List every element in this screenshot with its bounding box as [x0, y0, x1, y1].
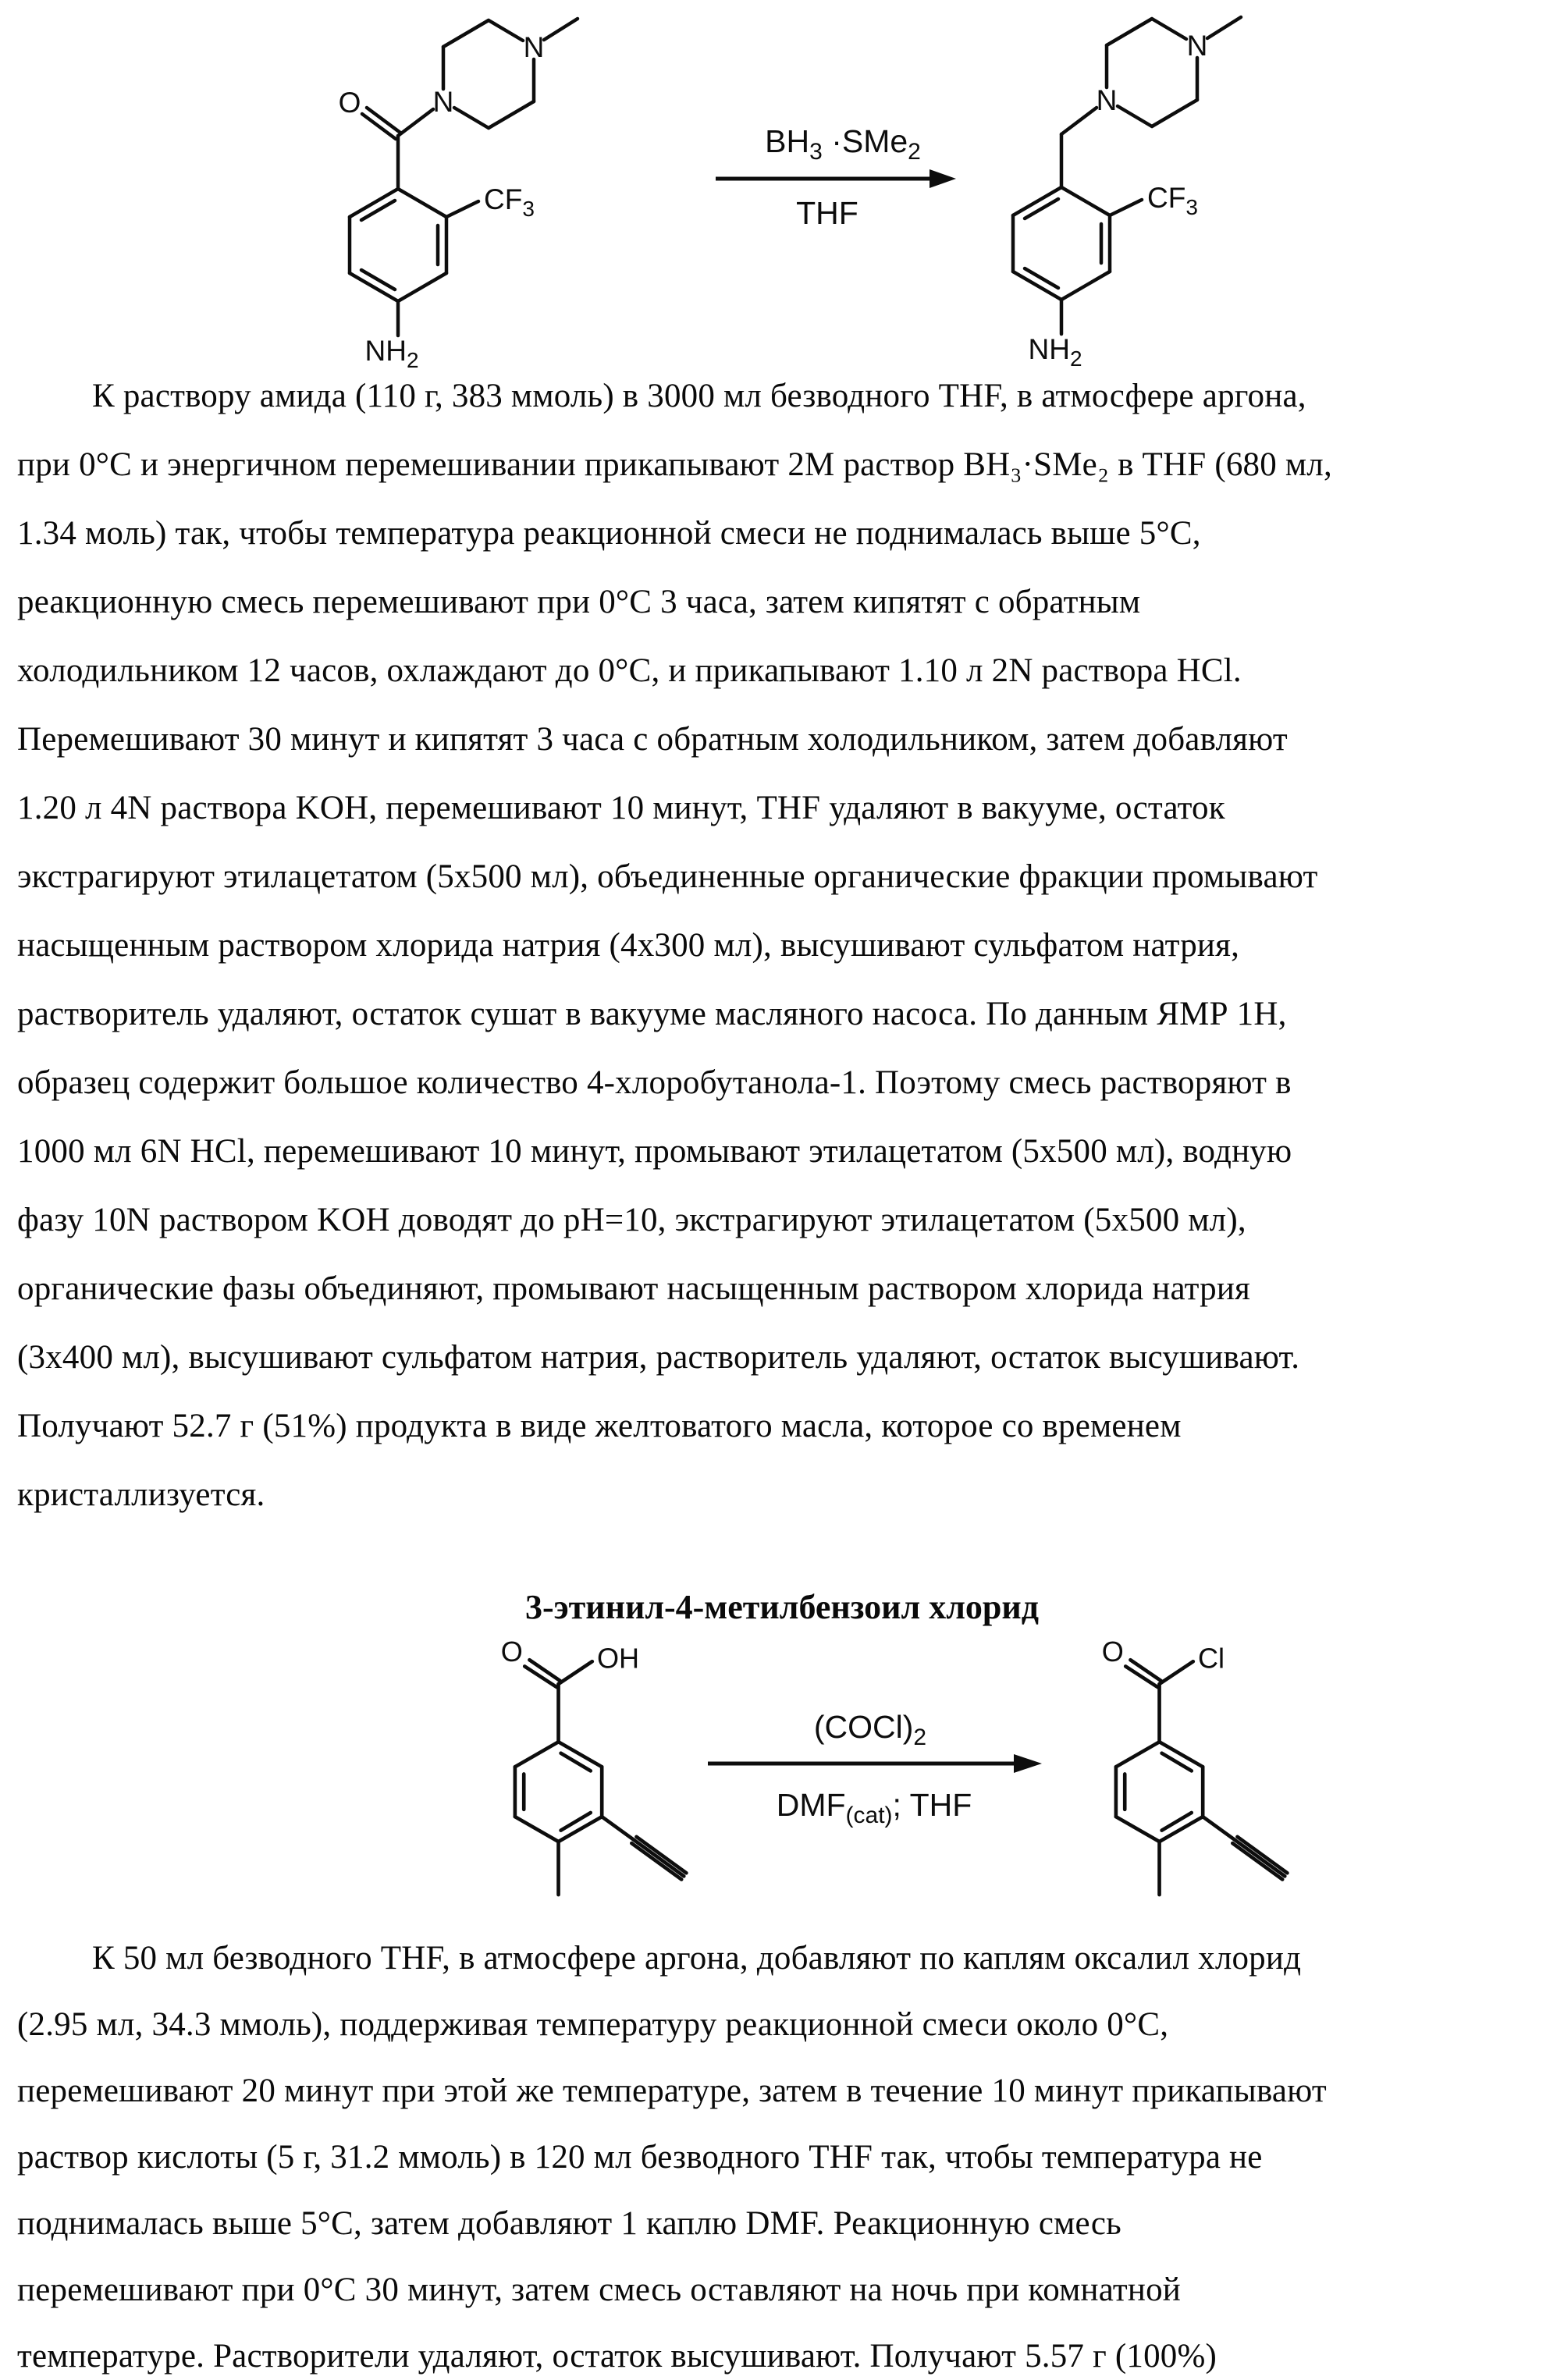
text-line: К раствору амида (110 г, 383 ммоль) в 3000 мл безводного THF, в атмосфере аргона,: [92, 378, 1306, 414]
text-line: 1.20 л 4N раствора KOH, перемешивают 10 минут, THF удаляют в вакууме, остаток: [17, 790, 1225, 826]
text-line: 1.34 моль) так, чтобы температура реакционной смеси не поднималась выше 5°С,: [17, 515, 1201, 552]
structure-amine-product: [921, 0, 1327, 367]
bond-lines: [350, 19, 578, 336]
text-line: К 50 мл безводного THF, в атмосфере аргона, добавляют по каплям оксалил хлорид: [92, 1940, 1302, 1977]
structure-acid-reactant: [468, 1629, 726, 1919]
nitrogen-label: N: [523, 31, 545, 63]
reaction-arrow-2: [706, 1750, 1043, 1777]
text-line: перемешивают при 0°С 30 минут, затем смесь оставляют на ночь при комнатной: [17, 2272, 1181, 2308]
trifluoromethyl-label: $CF_3$: [1147, 182, 1198, 219]
oxygen-label: O: [1101, 1636, 1124, 1668]
condition-label-dmf-thf: $DMF_{(cat)}$; THF: [776, 1787, 972, 1829]
text-line: органические фазы объединяют, промывают насыщенным раствором хлорида натрия: [17, 1270, 1251, 1307]
bond-lines: [1013, 17, 1241, 334]
text-line: насыщенным раствором хлорида натрия (4х300 мл), высушивают сульфатом натрия,: [17, 927, 1240, 964]
bond-lines: [1116, 1660, 1288, 1895]
text-line: температуре. Растворители удаляют, остаток высушивают. Получают 5.57 г (100%): [17, 2338, 1217, 2375]
reagent-label-cocl2: $(COCl)_2$: [813, 1709, 927, 1751]
text-line: (3х400 мл), высушивают сульфатом натрия, растворитель удаляют, остаток высушивают.: [17, 1339, 1300, 1376]
amine-label: $NH_2$: [1028, 333, 1082, 367]
structure-acid-chloride-product: [1069, 1629, 1327, 1919]
oxygen-label: O: [500, 1636, 523, 1668]
text-line: при 0°С и энергичном перемешивании прикапывают 2М раствор BH₃·SMe₂ в THF (680 мл,: [17, 446, 1332, 483]
reagent-label-bh3sme2: $BH_3 \cdot SMe_2$: [765, 123, 921, 165]
text-line: Получают 52.7 г (51%) продукта в виде желтоватого масла, которое со временем: [17, 1408, 1182, 1444]
oxygen-label: O: [338, 87, 361, 119]
text-line: Перемешивают 30 минут и кипятят 3 часа с обратным холодильником, затем добавляют: [17, 721, 1288, 758]
nitrogen-label: N: [1096, 84, 1118, 116]
amine-label: $NH_2$: [364, 335, 419, 368]
section-title: 3-этинил-4-метилбензоил хлорид: [524, 1588, 1039, 1626]
text-line: экстрагируют этилацетатом (5х500 мл), объединенные органические фракции промывают: [17, 858, 1318, 895]
text-line: фазу 10N раствором KOH доводят до pH=10, экстрагируют этилацетатом (5х500 мл),: [17, 1202, 1246, 1238]
text-line: 1000 мл 6N HCl, перемешивают 10 минут, промывают этилацетатом (5х500 мл), водную: [17, 1133, 1292, 1170]
text-line: реакционную смесь перемешивают при 0°С 3 часа, затем кипятят с обратным: [17, 584, 1141, 620]
nitrogen-label: N: [1186, 30, 1208, 62]
solvent-label-thf: THF: [796, 195, 858, 231]
bond-lines: [515, 1660, 687, 1895]
text-line: раствор кислоты (5 г, 31.2 ммоль) в 120 мл безводного THF так, чтобы температура не: [17, 2139, 1263, 2176]
text-line: перемешивают 20 минут при этой же температуре, затем в течение 10 минут прикапывают: [17, 2073, 1327, 2109]
trifluoromethyl-label: $CF_3$: [484, 183, 535, 221]
text-line: растворитель удаляют, остаток сушат в вакууме масляного насоса. По данным ЯМР 1Н,: [17, 996, 1287, 1032]
hydroxyl-label: OH: [597, 1642, 640, 1675]
text-line: (2.95 мл, 34.3 ммоль), поддерживая температуру реакционной смеси около 0°С,: [17, 2006, 1169, 2043]
text-line: поднималась выше 5°С, затем добавляют 1 каплю DMF. Реакционную смесь: [17, 2205, 1121, 2242]
structure-amide-reactant: [258, 2, 663, 368]
chlorine-label: Cl: [1198, 1642, 1225, 1675]
text-line: холодильником 12 часов, охлаждают до 0°С, и прикапывают 1.10 л 2N раствора HCl.: [17, 652, 1242, 689]
text-line: образец содержит большое количество 4-хлоробутанола-1. Поэтому смесь растворяют в: [17, 1064, 1292, 1101]
nitrogen-label: N: [432, 86, 454, 118]
text-line: кристаллизуется.: [17, 1476, 265, 1513]
